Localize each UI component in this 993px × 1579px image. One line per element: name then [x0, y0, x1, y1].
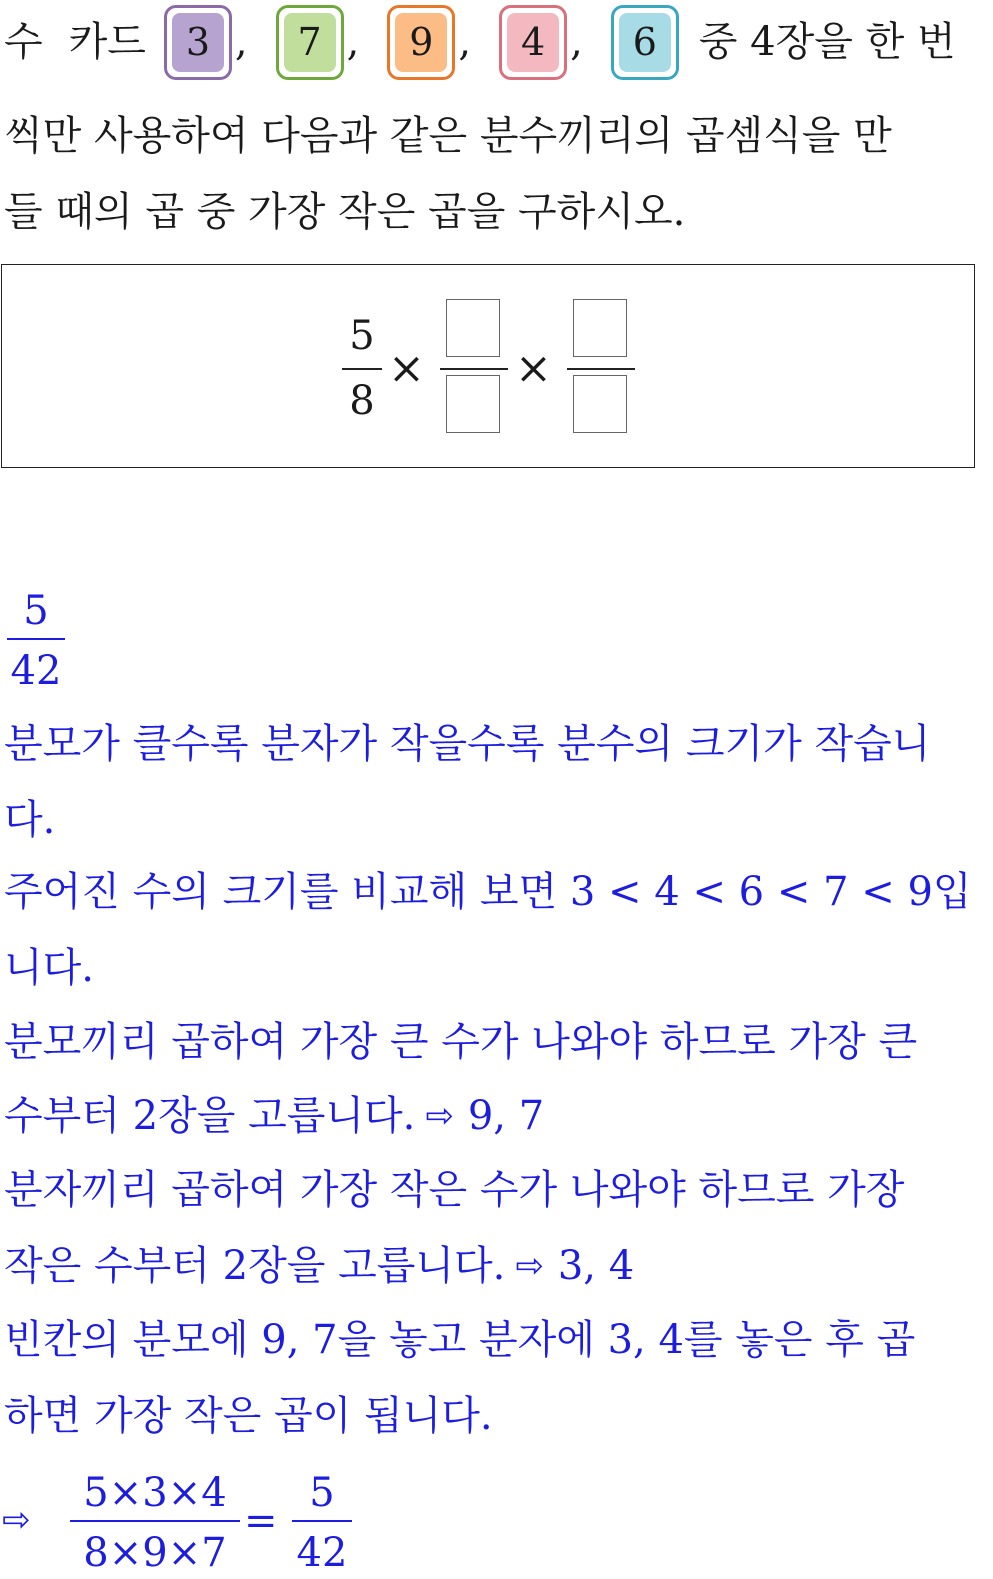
times-sign: ×	[388, 343, 425, 394]
given-fraction-denominator: 8	[349, 378, 375, 424]
explanation-line-3: 주어진 수의 크기를 비교해 보면 3 < 4 < 6 < 7 < 9입	[4, 869, 972, 915]
question-lead-word: 수	[4, 19, 43, 65]
final-fraction-bar	[70, 1520, 240, 1522]
question-line-1	[4, 3, 956, 81]
right-arrow-icon: ⇨	[425, 1096, 454, 1136]
explanation-line-2: 다.	[4, 797, 56, 843]
number-card-3	[164, 5, 232, 80]
right-arrow-icon: ⇨	[2, 1500, 31, 1540]
comma: ,	[234, 19, 248, 65]
number-card-value: 3	[172, 13, 224, 72]
fraction-expression	[2, 265, 974, 467]
explanation-line-7: 분자끼리 곱하여 가장 작은 수가 나와야 하므로 가장	[4, 1167, 905, 1213]
number-card-9	[387, 5, 455, 80]
blank-fraction-bar-2	[567, 368, 635, 370]
equals-sign: =	[244, 1498, 278, 1544]
final-result-denominator: 42	[296, 1530, 348, 1576]
answer-fraction-bar	[7, 638, 65, 640]
explanation-line-4: 니다.	[4, 945, 94, 991]
picked-denominators: 9, 7	[467, 1093, 545, 1139]
explanation-line-5: 분모끼리 곱하여 가장 큰 수가 나와야 하므로 가장 큰	[4, 1019, 918, 1065]
blank-fraction-bar-1	[440, 368, 508, 370]
explanation-line-10: 하면 가장 작은 곱이 됩니다.	[4, 1393, 493, 1439]
explanation-line-9: 빈칸의 분모에 9, 7을 놓고 분자에 3, 4를 놓은 후 곱	[4, 1317, 916, 1363]
final-denominator: 8×9×7	[83, 1530, 227, 1576]
given-fraction-bar	[342, 368, 382, 370]
number-card-6	[611, 5, 679, 80]
final-numerator: 5×3×4	[83, 1470, 227, 1516]
question-line-2: 씩만 사용하여 다음과 같은 분수끼리의 곱셈식을 만	[4, 113, 892, 159]
question-line-3: 들 때의 곱 중 가장 작은 곱을 구하시오.	[4, 189, 686, 235]
question-line-1-tail: 중 4장을 한 번	[698, 19, 956, 65]
number-card-7	[276, 5, 344, 80]
comma: ,	[346, 19, 360, 65]
expression-box	[1, 264, 975, 468]
explanation-line-6	[4, 1093, 545, 1139]
right-arrow-icon: ⇨	[515, 1246, 544, 1286]
number-card-value: 9	[395, 13, 447, 72]
comma: ,	[458, 19, 472, 65]
answer-numerator: 5	[23, 588, 49, 634]
explanation-line-8	[4, 1243, 635, 1289]
number-card-4	[499, 5, 567, 80]
blank-numerator-2[interactable]	[573, 299, 627, 357]
given-fraction-numerator: 5	[349, 313, 375, 359]
explanation-line-6-text: 수부터 2장을 고릅니다.	[4, 1093, 416, 1139]
answer-denominator: 42	[10, 648, 62, 694]
comma: ,	[570, 19, 583, 65]
explanation-line-1: 분모가 클수록 분자가 작을수록 분수의 크기가 작습니	[4, 721, 931, 767]
final-result-bar	[292, 1520, 352, 1522]
picked-numerators: 3, 4	[557, 1243, 635, 1289]
number-card-value: 4	[507, 13, 559, 72]
explanation-line-8-text: 작은 수부터 2장을 고릅니다.	[4, 1243, 506, 1289]
number-card-value: 6	[619, 13, 671, 72]
blank-denominator-2[interactable]	[573, 375, 627, 433]
blank-denominator-1[interactable]	[446, 375, 500, 433]
number-card-value: 7	[284, 13, 336, 72]
times-sign: ×	[515, 343, 552, 394]
question-lead-word-2: 카드	[68, 19, 146, 65]
blank-numerator-1[interactable]	[446, 299, 500, 357]
final-result-numerator: 5	[309, 1470, 335, 1516]
